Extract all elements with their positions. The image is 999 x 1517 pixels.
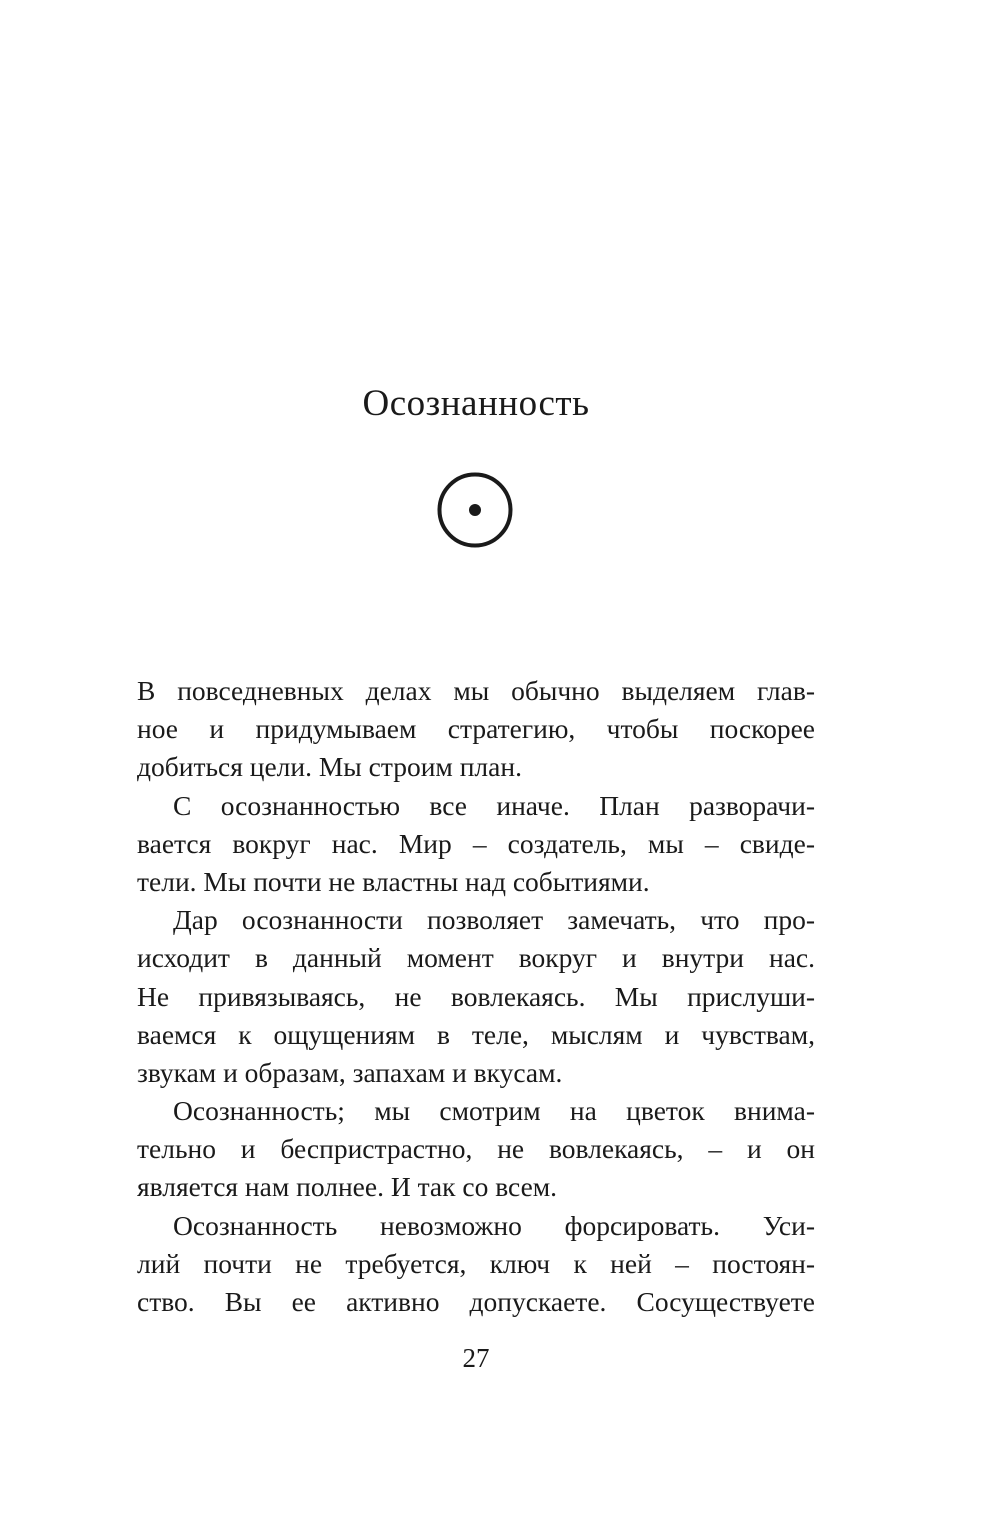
text-line: добиться цели. Мы строим план. [137,751,522,783]
paragraph [137,672,815,787]
text-line: ваемся к ощущениям в теле, мыслям и чувствам, [137,1018,815,1050]
text-line: исходит в данный момент вокруг и внутри нас. [137,942,815,974]
text-line: ное и придумываем стратегию, чтобы поскорее [137,713,815,745]
paragraph [137,1092,815,1207]
text-line: С осознанностью все иначе. План разворачи- [173,789,815,821]
text-line: является нам полнее. И так со всем. [137,1171,558,1203]
text-line: звукам и образам, запахам и вкусам. [137,1056,563,1088]
circled-dot-icon [437,472,513,548]
text-line: ство. Вы ее активно допускаете. Сосуществуете [137,1286,815,1317]
text-line: Осознанность невозможно форсировать. Уси- [173,1209,815,1241]
body-text [137,672,815,1321]
paragraph [137,901,815,1092]
chapter-title: Осознанность [362,383,590,424]
paragraph [137,1207,815,1322]
text-line: Не привязываясь, не вовлекаясь. Мы прислуши- [137,980,815,1012]
paragraph [137,787,815,902]
page-number: 27 [462,1343,490,1373]
text-line: В повседневных делах мы обычно выделяем глав- [137,675,815,706]
text-line: лий почти не требуется, ключ к ней – постоян- [137,1247,815,1279]
text-line: вается вокруг нас. Мир – создатель, мы – свиде- [137,827,815,859]
text-line: тельно и беспристрастно, не вовлекаясь, – и он [137,1133,815,1165]
text-line: Осознанность; мы смотрим на цветок внима- [173,1095,815,1127]
text-line: тели. Мы почти не властны над событиями. [137,865,650,897]
text-line: Дар осознанности позволяет замечать, что про- [173,904,815,936]
